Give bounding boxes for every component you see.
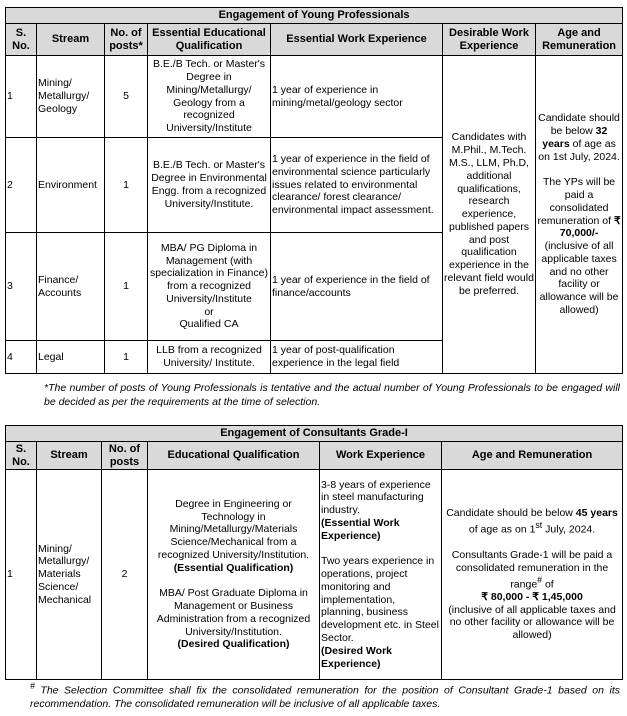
remuneration-of: of [544, 578, 554, 590]
row-stream: Finance/ Accounts [37, 233, 105, 341]
qualification-or: or [204, 305, 214, 318]
experience-desired-tag: (Desired Work Experience) [321, 644, 392, 670]
age-pre: Candidate should be below [538, 112, 620, 137]
header-posts: No. of posts* [105, 24, 148, 56]
qualification-essential: Degree in Engineering or Technology in Mining/Metallurgy/Materials Science/Mechanical from a recognized University/Institution. [157, 497, 310, 561]
age-remuneration [536, 56, 623, 374]
row-qualification: B.E./B Tech. or Master's Degree in Environmental Engg. from a recognized University/Institute. [148, 138, 271, 233]
row-sno: 4 [6, 341, 37, 374]
age-post-b: July, 2024. [545, 523, 596, 536]
remuneration-sup: # [537, 574, 543, 585]
row-posts: 1 [105, 138, 148, 233]
header-desirable: Desirable Work Experience [443, 24, 536, 56]
age-years: 45 years [575, 507, 618, 520]
row-stream: Mining/ Metallurgy/ Geology [37, 56, 105, 138]
row-experience [320, 470, 442, 680]
row-experience: 1 year of post-qualification experience in the legal field [271, 341, 443, 374]
row-experience: 1 year of experience in the field of finance/accounts [271, 233, 443, 341]
header-age: Age and Remuneration [442, 442, 623, 470]
row-qualification: B.E./B Tech. or Master's Degree in Mining/Metallurgy/ Geology from a recognized University/Institute [148, 56, 271, 138]
row-posts: 5 [105, 56, 148, 138]
age-remuneration [442, 470, 623, 680]
qualification-desired-tag: (Desired Qualification) [177, 638, 290, 651]
young-professionals-footnote: *The number of posts of Young Professionals is tentative and the actual number of Young Professionals to be engaged will be decided as per the requirements at the time of selection. [44, 382, 620, 408]
experience-desired: Two years experience in operations, project monitoring and implementation, planning, business development etc. in Steel Sector. [321, 555, 439, 645]
header-qualification: Essential Educational Qualification [148, 24, 271, 56]
row-posts: 1 [105, 341, 148, 374]
qualification-alt: Qualified CA [179, 318, 239, 331]
remuneration-amount: ₹ 80,000 - ₹ 1,45,000 [481, 590, 583, 603]
table-row [6, 470, 623, 680]
row-qualification [148, 470, 320, 680]
age-sup: st [535, 519, 543, 530]
consultants-footnote [30, 681, 620, 712]
experience-essential-tag: (Essential Work Experience) [321, 516, 400, 542]
qualification-desired: MBA/ Post Graduate Diploma in Management or Business Administration from a recognized University/Institution. [156, 587, 311, 638]
age-pre: Candidate should be below [446, 507, 573, 520]
age-post: of age as on 1st July, 2024. [538, 137, 620, 163]
row-sno: 1 [6, 56, 37, 138]
row-stream: Mining/ Metallurgy/ Materials Science/ Mechanical [37, 470, 102, 680]
header-experience: Work Experience [320, 442, 442, 470]
consultants-table [5, 425, 623, 680]
desirable-experience: Candidates with M.Phil., M.Tech. M.S., LLM, Ph.D, additional qualifications, research experience, published papers and post qualification experience in the relevant field would be preferred. [443, 56, 536, 374]
header-stream: Stream [37, 442, 102, 470]
header-age: Age and Remuneration [536, 24, 623, 56]
footnote-text: The Selection Committee shall fix the consolidated remuneration for the position of Consultant Grade-1 based on its recommendation. The consolidated remuneration will be inclusive of all applicable taxes. [30, 684, 620, 711]
row-experience: 1 year of experience in mining/metal/geology sector [271, 56, 443, 138]
header-sno: S. No. [6, 24, 37, 56]
row-posts: 1 [105, 233, 148, 341]
row-qualification [148, 233, 271, 341]
row-experience: 1 year of experience in the field of environmental science particularly issues related to environmental clearance/ forest clearance/ environmental impact assessment. [271, 138, 443, 233]
row-sno: 1 [6, 470, 37, 680]
qualification-essential-tag: (Essential Qualification) [173, 561, 294, 574]
row-stream: Legal [37, 341, 105, 374]
remuneration-pre: Consultants Grade-1 will be paid a consolidated remuneration in the range [451, 548, 613, 590]
header-qualification: Educational Qualification [148, 442, 320, 470]
age-years: 32 years [542, 124, 608, 150]
experience-essential: 3-8 years of experience in steel manufacturing industry. [321, 478, 431, 517]
header-posts: No. of posts [102, 442, 148, 470]
remuneration-post: (inclusive of all applicable taxes and no other facility or allowance will be allowed) [539, 240, 619, 317]
remuneration-amount: ₹ 70,000/- [559, 214, 621, 240]
table-title: Engagement of Young Professionals [6, 8, 623, 24]
row-sno: 2 [6, 138, 37, 233]
remuneration-post: (inclusive of all applicable taxes and no other facility or allowance will be allowed) [448, 603, 616, 642]
row-stream: Environment [37, 138, 105, 233]
row-qualification: LLB from a recognized University/ Institute. [148, 341, 271, 374]
row-posts: 2 [102, 470, 148, 680]
table-row [6, 56, 623, 138]
header-experience: Essential Work Experience [271, 24, 443, 56]
header-sno: S. No. [6, 442, 37, 470]
table-title: Engagement of Consultants Grade-I [6, 426, 623, 442]
remuneration-pre: The YPs will be paid a consolidated remuneration of [537, 176, 616, 227]
age-post-a: of age as on 1 [468, 523, 536, 536]
footnote-sup: # [30, 681, 35, 691]
qualification-text: MBA/ PG Diploma in Management (with specialization in Finance) from a recognized University/Institute [150, 241, 268, 305]
row-sno: 3 [6, 233, 37, 341]
header-stream: Stream [37, 24, 105, 56]
young-professionals-table [5, 7, 623, 374]
